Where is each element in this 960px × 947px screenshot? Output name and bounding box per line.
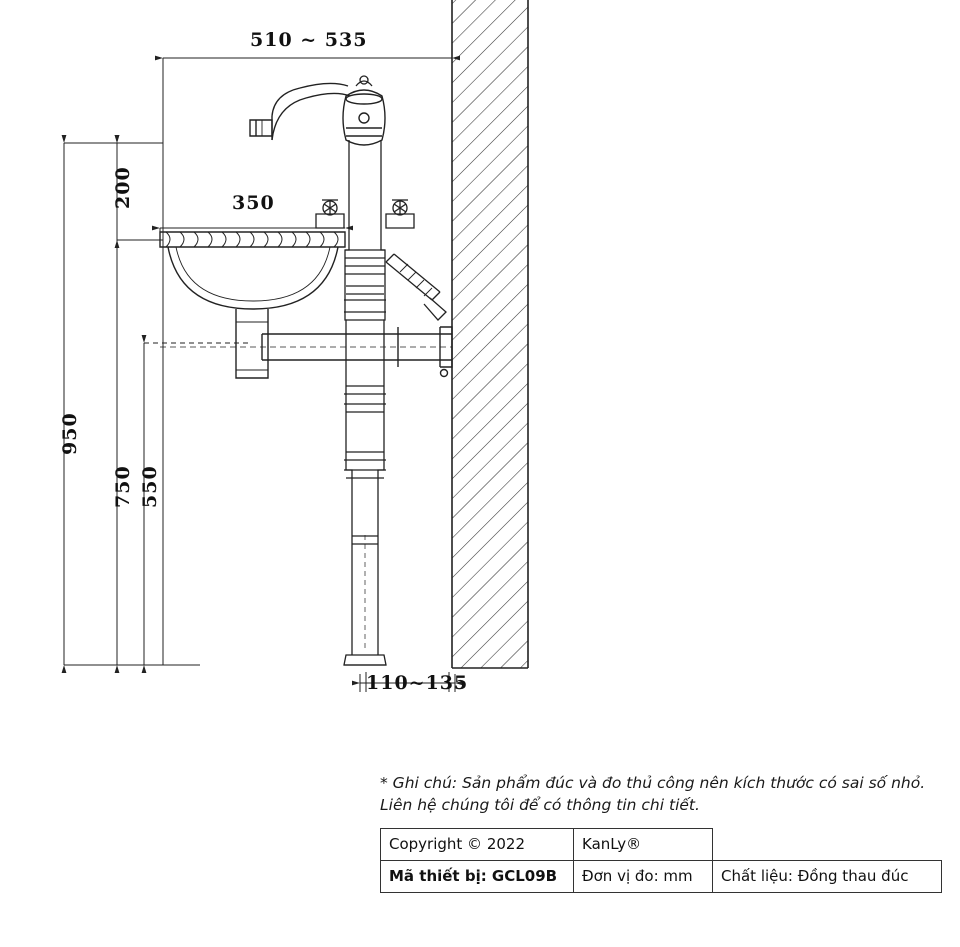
dimension-label-faucet-height: 200: [112, 166, 134, 209]
brand-cell: KanLy®: [574, 829, 713, 861]
note-line-1: * Ghi chú: Sản phẩm đúc và đo thủ công nên kích thước có sai số nhỏ.: [380, 774, 926, 792]
device-code-cell: Mã thiết bị: GCL09B: [381, 861, 574, 893]
empty-cell: [713, 829, 942, 861]
stand-pipe-column: [344, 140, 386, 665]
dimension-arrows: [64, 58, 455, 683]
faucet-spout: [250, 83, 385, 145]
drain-pipe: [160, 327, 452, 377]
dimension-label-basin-width: 350: [232, 192, 275, 214]
material-cell: Chất liệu: Đồng thau đúc: [713, 861, 942, 893]
dimension-label-width-top: 510 ~ 535: [250, 29, 368, 51]
dimension-label-basin-height: 750: [112, 465, 134, 508]
note-line-2: Liên hệ chúng tôi để có thông tin chi tiết.: [380, 796, 700, 815]
supply-hose: [386, 254, 446, 320]
wall: [452, 0, 528, 668]
dimension-label-base-depth: 110~135: [366, 672, 469, 694]
info-table: [380, 828, 942, 893]
dimension-label-total-height: 950: [59, 412, 81, 455]
dimension-label-trap-height: 550: [139, 465, 161, 508]
copyright-cell: Copyright © 2022: [381, 829, 574, 861]
basin: [160, 232, 345, 378]
cross-handles: [316, 76, 414, 228]
unit-cell: Đơn vị đo: mm: [574, 861, 713, 893]
note-block: [380, 772, 940, 817]
table-row: [381, 861, 942, 893]
table-row: [381, 829, 942, 861]
dimension-lines: [64, 58, 455, 692]
